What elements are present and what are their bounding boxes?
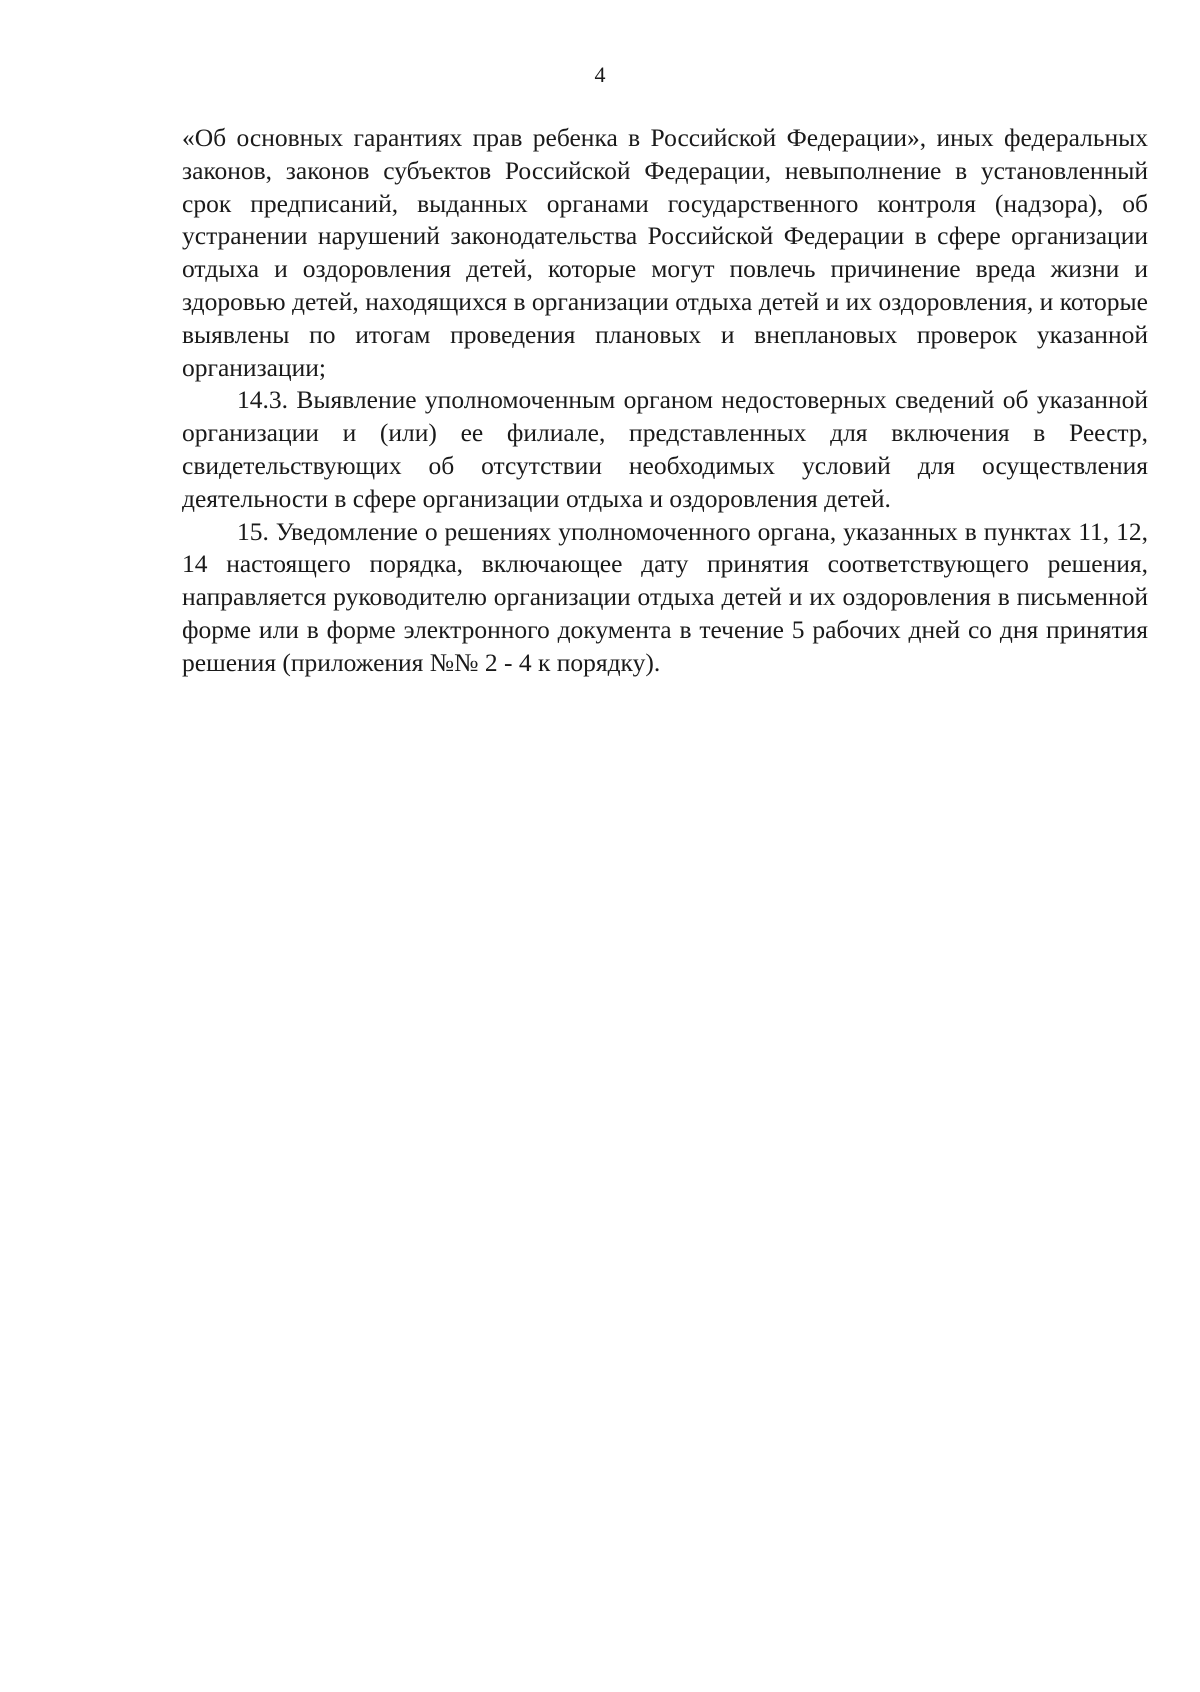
paragraph-item-15: 15. Уведомление о решениях уполномоченного органа, указанных в пунктах 11, 12, 14 настоящего порядка, включающее дату принятия соответствующего решения, направляется руководителю организации отдыха детей и их оздоровления в письменной форме или в форме электронного документа в течение 5 рабочих дней со дня принятия решения (приложения №№ 2 - 4 к порядку). bbox=[182, 516, 1148, 677]
paragraph-continuation: «Об основных гарантиях прав ребенка в Российской Федерации», иных федеральных законов, законов субъектов Российской Федерации, невыполнение в установленный срок предписаний, выданных органами государственного контроля (надзора), об устранении нарушений законодательства Российской Федерации в сфере организации отдыха и оздоровления детей, которые могут повлечь причинение вреда жизни и здоровью детей, находящихся в организации отдыха детей и их оздоровления, и которые выявлены по итогам проведения плановых и внеплановых проверок указанной организации; bbox=[182, 123, 1148, 382]
page-number: 4 bbox=[594, 62, 606, 87]
paragraph-item-14-3: 14.3. Выявление уполномоченным органом недостоверных сведений об указанной организации и (или) ее филиале, представленных для включения в Реестр, свидетельствующих об отсутствии необходимых условий для осуществления деятельности в сфере организации отдыха и оздоровления детей. bbox=[182, 385, 1148, 513]
document-body bbox=[182, 122, 1148, 680]
